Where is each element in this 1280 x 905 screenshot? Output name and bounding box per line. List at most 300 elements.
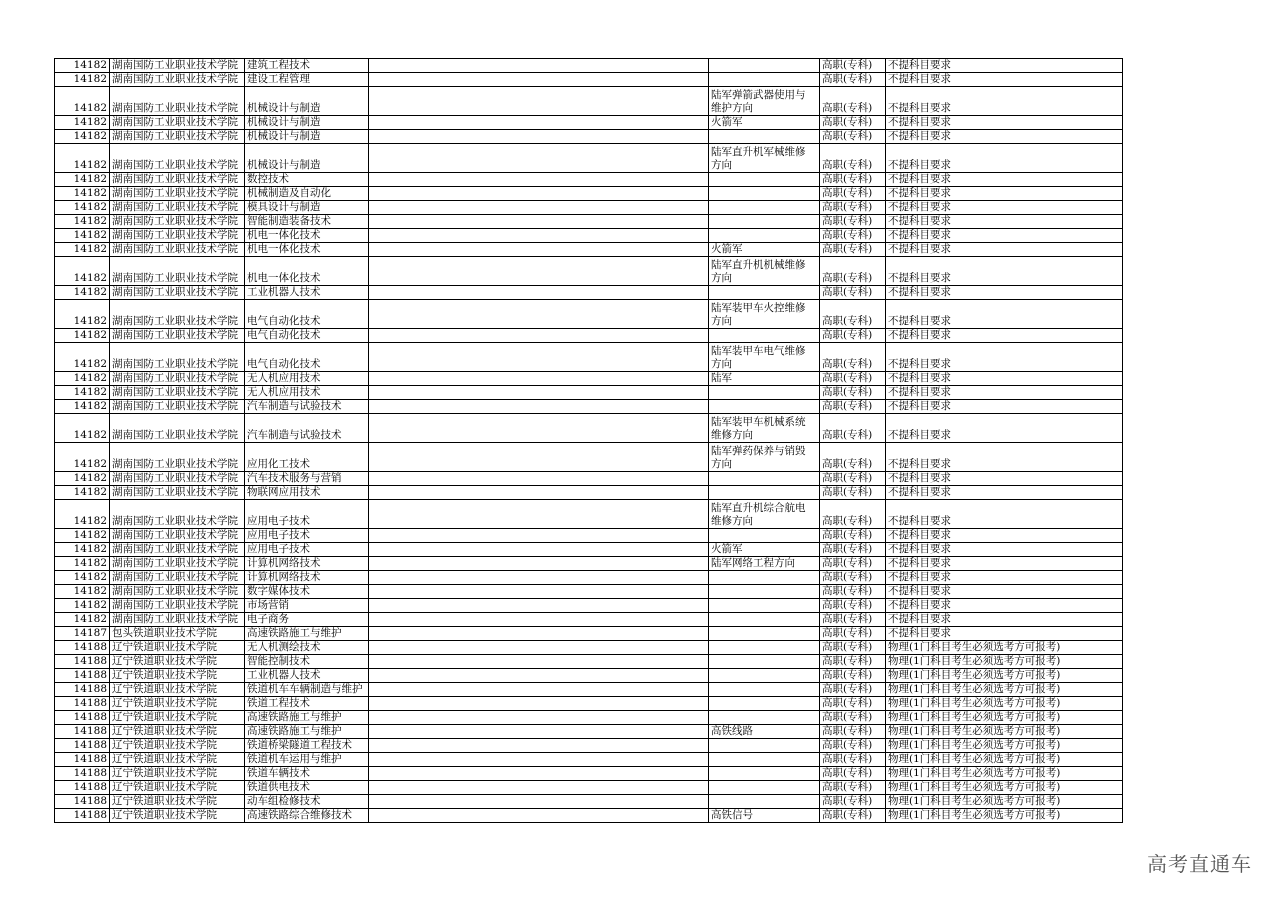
school-code-cell: 14182 [55, 599, 110, 613]
subject-requirement-cell: 不提科目要求 [886, 627, 1123, 641]
school-code-cell: 14188 [55, 767, 110, 781]
subject-requirement-cell: 不提科目要求 [886, 329, 1123, 343]
level-cell: 高职(专科) [820, 400, 886, 414]
school-code-cell: 14188 [55, 669, 110, 683]
major-name-cell: 机械设计与制造 [245, 87, 369, 116]
remark-line: 维修方向 [711, 429, 753, 441]
subject-requirement-cell: 不提科目要求 [886, 130, 1123, 144]
empty-cell [369, 767, 709, 781]
school-code-cell: 14188 [55, 697, 110, 711]
table-row [55, 73, 1123, 87]
school-name-cell: 湖南国防工业职业技术学院 [110, 130, 245, 144]
school-code-cell: 14182 [55, 87, 110, 116]
major-name-cell: 智能制造装备技术 [245, 215, 369, 229]
school-code-cell: 14182 [55, 215, 110, 229]
remark-line: 高铁信号 [711, 809, 753, 821]
level-cell: 高职(专科) [820, 781, 886, 795]
empty-cell [369, 641, 709, 655]
level-cell: 高职(专科) [820, 472, 886, 486]
remark-cell [709, 571, 820, 585]
level-cell: 高职(专科) [820, 73, 886, 87]
table-row [55, 725, 1123, 739]
school-code-cell: 14182 [55, 386, 110, 400]
empty-cell [369, 655, 709, 669]
level-cell: 高职(专科) [820, 557, 886, 571]
major-name-cell: 数控技术 [245, 173, 369, 187]
table-row [55, 739, 1123, 753]
subject-requirement-cell: 不提科目要求 [886, 599, 1123, 613]
empty-cell [369, 809, 709, 823]
school-code-cell: 14182 [55, 300, 110, 329]
empty-cell [369, 201, 709, 215]
subject-requirement-cell: 不提科目要求 [886, 300, 1123, 329]
remark-cell [709, 400, 820, 414]
remark-line: 火箭军 [711, 543, 743, 555]
school-code-cell: 14188 [55, 711, 110, 725]
level-cell: 高职(专科) [820, 627, 886, 641]
level-cell: 高职(专科) [820, 372, 886, 386]
school-code-cell: 14182 [55, 543, 110, 557]
major-name-cell: 高速铁路施工与维护 [245, 725, 369, 739]
empty-cell [369, 343, 709, 372]
subject-requirement-cell: 不提科目要求 [886, 486, 1123, 500]
remark-line: 陆军弹箭武器使用与 [711, 89, 806, 101]
subject-requirement-cell: 不提科目要求 [886, 144, 1123, 173]
empty-cell [369, 571, 709, 585]
school-name-cell: 湖南国防工业职业技术学院 [110, 529, 245, 543]
major-name-cell: 模具设计与制造 [245, 201, 369, 215]
table-row [55, 243, 1123, 257]
empty-cell [369, 795, 709, 809]
school-name-cell: 湖南国防工业职业技术学院 [110, 144, 245, 173]
major-name-cell: 电气自动化技术 [245, 300, 369, 329]
watermark-text: 高考直通车 [1147, 852, 1252, 876]
subject-requirement-cell: 不提科目要求 [886, 116, 1123, 130]
subject-requirement-cell: 物理(1门科目考生必须选考方可报考) [886, 655, 1123, 669]
remark-line: 火箭军 [711, 243, 743, 255]
school-code-cell: 14182 [55, 144, 110, 173]
major-name-cell: 铁道桥梁隧道工程技术 [245, 739, 369, 753]
empty-cell [369, 739, 709, 753]
subject-requirement-cell: 不提科目要求 [886, 59, 1123, 73]
major-name-cell: 数字媒体技术 [245, 585, 369, 599]
school-name-cell: 湖南国防工业职业技术学院 [110, 59, 245, 73]
subject-requirement-cell: 不提科目要求 [886, 571, 1123, 585]
school-name-cell: 湖南国防工业职业技术学院 [110, 613, 245, 627]
major-name-cell: 机电一体化技术 [245, 257, 369, 286]
school-name-cell: 湖南国防工业职业技术学院 [110, 173, 245, 187]
subject-requirement-cell: 不提科目要求 [886, 201, 1123, 215]
table-row [55, 87, 1123, 116]
table-row [55, 529, 1123, 543]
level-cell: 高职(专科) [820, 767, 886, 781]
admission-table [54, 58, 1123, 823]
empty-cell [369, 627, 709, 641]
school-name-cell: 辽宁铁道职业技术学院 [110, 767, 245, 781]
empty-cell [369, 73, 709, 87]
remark-cell [709, 585, 820, 599]
remark-line: 陆军网络工程方向 [711, 557, 795, 569]
remark-line: 陆军装甲车电气维修 [711, 345, 806, 357]
remark-cell [709, 144, 820, 173]
remark-cell [709, 725, 820, 739]
level-cell: 高职(专科) [820, 229, 886, 243]
school-name-cell: 湖南国防工业职业技术学院 [110, 300, 245, 329]
school-name-cell: 辽宁铁道职业技术学院 [110, 781, 245, 795]
empty-cell [369, 144, 709, 173]
level-cell: 高职(专科) [820, 809, 886, 823]
empty-cell [369, 414, 709, 443]
level-cell: 高职(专科) [820, 130, 886, 144]
empty-cell [369, 711, 709, 725]
empty-cell [369, 400, 709, 414]
remark-cell [709, 257, 820, 286]
major-name-cell: 高速铁路施工与维护 [245, 627, 369, 641]
table-row [55, 500, 1123, 529]
subject-requirement-cell: 物理(1门科目考生必须选考方可报考) [886, 725, 1123, 739]
table-row [55, 585, 1123, 599]
major-name-cell: 无人机测绘技术 [245, 641, 369, 655]
major-name-cell: 电气自动化技术 [245, 329, 369, 343]
subject-requirement-cell: 物理(1门科目考生必须选考方可报考) [886, 739, 1123, 753]
remark-line: 陆军直升机机械维修 [711, 259, 806, 271]
school-name-cell: 湖南国防工业职业技术学院 [110, 215, 245, 229]
empty-cell [369, 187, 709, 201]
level-cell: 高职(专科) [820, 599, 886, 613]
major-name-cell: 汽车制造与试验技术 [245, 400, 369, 414]
level-cell: 高职(专科) [820, 613, 886, 627]
major-name-cell: 物联网应用技术 [245, 486, 369, 500]
subject-requirement-cell: 物理(1门科目考生必须选考方可报考) [886, 683, 1123, 697]
table-row [55, 257, 1123, 286]
level-cell: 高职(专科) [820, 329, 886, 343]
school-code-cell: 14188 [55, 795, 110, 809]
empty-cell [369, 300, 709, 329]
level-cell: 高职(专科) [820, 795, 886, 809]
table-row [55, 414, 1123, 443]
level-cell: 高职(专科) [820, 669, 886, 683]
major-name-cell: 机电一体化技术 [245, 229, 369, 243]
table-body [55, 59, 1123, 823]
subject-requirement-cell: 不提科目要求 [886, 585, 1123, 599]
table-row [55, 130, 1123, 144]
table-row [55, 543, 1123, 557]
school-name-cell: 辽宁铁道职业技术学院 [110, 683, 245, 697]
empty-cell [369, 753, 709, 767]
empty-cell [369, 500, 709, 529]
remark-cell [709, 229, 820, 243]
level-cell: 高职(专科) [820, 187, 886, 201]
table-row [55, 386, 1123, 400]
major-name-cell: 铁道车辆技术 [245, 767, 369, 781]
empty-cell [369, 585, 709, 599]
level-cell: 高职(专科) [820, 215, 886, 229]
school-name-cell: 湖南国防工业职业技术学院 [110, 73, 245, 87]
school-name-cell: 湖南国防工业职业技术学院 [110, 286, 245, 300]
remark-cell [709, 372, 820, 386]
remark-cell [709, 130, 820, 144]
major-name-cell: 铁道机车运用与维护 [245, 753, 369, 767]
table-row [55, 486, 1123, 500]
major-name-cell: 汽车制造与试验技术 [245, 414, 369, 443]
level-cell: 高职(专科) [820, 343, 886, 372]
table-row [55, 767, 1123, 781]
school-name-cell: 湖南国防工业职业技术学院 [110, 557, 245, 571]
empty-cell [369, 215, 709, 229]
school-code-cell: 14182 [55, 343, 110, 372]
remark-cell [709, 543, 820, 557]
remark-cell [709, 529, 820, 543]
remark-cell [709, 627, 820, 641]
table-row [55, 300, 1123, 329]
subject-requirement-cell: 不提科目要求 [886, 286, 1123, 300]
level-cell: 高职(专科) [820, 116, 886, 130]
empty-cell [369, 613, 709, 627]
school-code-cell: 14182 [55, 257, 110, 286]
remark-cell [709, 767, 820, 781]
remark-cell [709, 683, 820, 697]
school-name-cell: 辽宁铁道职业技术学院 [110, 697, 245, 711]
school-name-cell: 湖南国防工业职业技术学院 [110, 229, 245, 243]
table-row [55, 59, 1123, 73]
subject-requirement-cell: 物理(1门科目考生必须选考方可报考) [886, 711, 1123, 725]
major-name-cell: 铁道工程技术 [245, 697, 369, 711]
level-cell: 高职(专科) [820, 286, 886, 300]
school-code-cell: 14188 [55, 739, 110, 753]
empty-cell [369, 386, 709, 400]
school-code-cell: 14182 [55, 130, 110, 144]
level-cell: 高职(专科) [820, 300, 886, 329]
table-row [55, 215, 1123, 229]
empty-cell [369, 697, 709, 711]
remark-line: 陆军直升机军械维修 [711, 146, 806, 158]
table-row [55, 627, 1123, 641]
empty-cell [369, 781, 709, 795]
school-code-cell: 14182 [55, 73, 110, 87]
table-row [55, 443, 1123, 472]
empty-cell [369, 87, 709, 116]
level-cell: 高职(专科) [820, 543, 886, 557]
level-cell: 高职(专科) [820, 725, 886, 739]
school-name-cell: 湖南国防工业职业技术学院 [110, 343, 245, 372]
major-name-cell: 铁道供电技术 [245, 781, 369, 795]
school-code-cell: 14182 [55, 229, 110, 243]
school-name-cell: 辽宁铁道职业技术学院 [110, 669, 245, 683]
remark-cell [709, 116, 820, 130]
table-row [55, 286, 1123, 300]
school-code-cell: 14182 [55, 59, 110, 73]
school-code-cell: 14182 [55, 201, 110, 215]
remark-cell [709, 739, 820, 753]
empty-cell [369, 443, 709, 472]
remark-cell [709, 599, 820, 613]
school-name-cell: 湖南国防工业职业技术学院 [110, 116, 245, 130]
subject-requirement-cell: 不提科目要求 [886, 87, 1123, 116]
subject-requirement-cell: 物理(1门科目考生必须选考方可报考) [886, 781, 1123, 795]
level-cell: 高职(专科) [820, 144, 886, 173]
subject-requirement-cell: 物理(1门科目考生必须选考方可报考) [886, 697, 1123, 711]
school-code-cell: 14182 [55, 372, 110, 386]
subject-requirement-cell: 物理(1门科目考生必须选考方可报考) [886, 669, 1123, 683]
school-name-cell: 湖南国防工业职业技术学院 [110, 599, 245, 613]
school-name-cell: 湖南国防工业职业技术学院 [110, 87, 245, 116]
empty-cell [369, 669, 709, 683]
empty-cell [369, 257, 709, 286]
school-code-cell: 14187 [55, 627, 110, 641]
table-row [55, 711, 1123, 725]
school-code-cell: 14188 [55, 781, 110, 795]
major-name-cell: 机械设计与制造 [245, 116, 369, 130]
table-row [55, 669, 1123, 683]
subject-requirement-cell: 不提科目要求 [886, 173, 1123, 187]
major-name-cell: 机械设计与制造 [245, 144, 369, 173]
school-code-cell: 14182 [55, 414, 110, 443]
major-name-cell: 高速铁路综合维修技术 [245, 809, 369, 823]
remark-cell [709, 500, 820, 529]
remark-cell [709, 59, 820, 73]
remark-line: 陆军直升机综合航电 [711, 502, 806, 514]
remark-cell [709, 641, 820, 655]
school-code-cell: 14182 [55, 329, 110, 343]
remark-cell [709, 173, 820, 187]
school-name-cell: 湖南国防工业职业技术学院 [110, 543, 245, 557]
school-code-cell: 14182 [55, 472, 110, 486]
empty-cell [369, 173, 709, 187]
school-code-cell: 14182 [55, 443, 110, 472]
school-name-cell: 辽宁铁道职业技术学院 [110, 739, 245, 753]
table-row [55, 343, 1123, 372]
subject-requirement-cell: 不提科目要求 [886, 613, 1123, 627]
level-cell: 高职(专科) [820, 711, 886, 725]
table-row [55, 116, 1123, 130]
remark-line: 高铁线路 [711, 725, 753, 737]
empty-cell [369, 599, 709, 613]
school-code-cell: 14188 [55, 683, 110, 697]
subject-requirement-cell: 物理(1门科目考生必须选考方可报考) [886, 767, 1123, 781]
school-name-cell: 湖南国防工业职业技术学院 [110, 443, 245, 472]
major-name-cell: 应用电子技术 [245, 543, 369, 557]
school-name-cell: 湖南国防工业职业技术学院 [110, 500, 245, 529]
subject-requirement-cell: 不提科目要求 [886, 443, 1123, 472]
table-row [55, 599, 1123, 613]
remark-cell [709, 443, 820, 472]
school-name-cell: 湖南国防工业职业技术学院 [110, 372, 245, 386]
subject-requirement-cell: 不提科目要求 [886, 73, 1123, 87]
level-cell: 高职(专科) [820, 173, 886, 187]
school-code-cell: 14182 [55, 243, 110, 257]
remark-cell [709, 809, 820, 823]
school-name-cell: 辽宁铁道职业技术学院 [110, 809, 245, 823]
subject-requirement-cell: 不提科目要求 [886, 215, 1123, 229]
empty-cell [369, 243, 709, 257]
table-row [55, 655, 1123, 669]
subject-requirement-cell: 物理(1门科目考生必须选考方可报考) [886, 809, 1123, 823]
remark-line: 方向 [711, 358, 732, 370]
subject-requirement-cell: 物理(1门科目考生必须选考方可报考) [886, 753, 1123, 767]
table-row [55, 400, 1123, 414]
major-name-cell: 机电一体化技术 [245, 243, 369, 257]
remark-line: 方向 [711, 272, 732, 284]
major-name-cell: 计算机网络技术 [245, 557, 369, 571]
school-code-cell: 14188 [55, 725, 110, 739]
school-name-cell: 包头铁道职业技术学院 [110, 627, 245, 641]
major-name-cell: 应用电子技术 [245, 500, 369, 529]
level-cell: 高职(专科) [820, 386, 886, 400]
subject-requirement-cell: 不提科目要求 [886, 372, 1123, 386]
table-row [55, 472, 1123, 486]
empty-cell [369, 286, 709, 300]
table-row [55, 229, 1123, 243]
major-name-cell: 电子商务 [245, 613, 369, 627]
level-cell: 高职(专科) [820, 414, 886, 443]
school-name-cell: 辽宁铁道职业技术学院 [110, 725, 245, 739]
school-name-cell: 湖南国防工业职业技术学院 [110, 201, 245, 215]
level-cell: 高职(专科) [820, 486, 886, 500]
empty-cell [369, 486, 709, 500]
school-code-cell: 14182 [55, 500, 110, 529]
level-cell: 高职(专科) [820, 683, 886, 697]
major-name-cell: 机械制造及自动化 [245, 187, 369, 201]
table-row [55, 571, 1123, 585]
empty-cell [369, 725, 709, 739]
remark-line: 陆军装甲车火控维修 [711, 302, 806, 314]
table-row [55, 173, 1123, 187]
level-cell: 高职(专科) [820, 87, 886, 116]
table-row [55, 201, 1123, 215]
level-cell: 高职(专科) [820, 655, 886, 669]
subject-requirement-cell: 不提科目要求 [886, 243, 1123, 257]
level-cell: 高职(专科) [820, 201, 886, 215]
empty-cell [369, 529, 709, 543]
school-code-cell: 14182 [55, 585, 110, 599]
remark-cell [709, 753, 820, 767]
remark-line: 陆军 [711, 372, 732, 384]
remark-cell [709, 472, 820, 486]
remark-cell [709, 300, 820, 329]
major-name-cell: 建筑工程技术 [245, 59, 369, 73]
subject-requirement-cell: 物理(1门科目考生必须选考方可报考) [886, 795, 1123, 809]
empty-cell [369, 130, 709, 144]
table-row [55, 753, 1123, 767]
level-cell: 高职(专科) [820, 641, 886, 655]
remark-cell [709, 87, 820, 116]
table-row [55, 372, 1123, 386]
school-name-cell: 辽宁铁道职业技术学院 [110, 641, 245, 655]
table-row [55, 795, 1123, 809]
subject-requirement-cell: 不提科目要求 [886, 343, 1123, 372]
level-cell: 高职(专科) [820, 257, 886, 286]
school-code-cell: 14182 [55, 173, 110, 187]
major-name-cell: 电气自动化技术 [245, 343, 369, 372]
subject-requirement-cell: 不提科目要求 [886, 557, 1123, 571]
school-code-cell: 14188 [55, 655, 110, 669]
empty-cell [369, 472, 709, 486]
school-code-cell: 14182 [55, 286, 110, 300]
school-name-cell: 湖南国防工业职业技术学院 [110, 243, 245, 257]
remark-cell [709, 343, 820, 372]
subject-requirement-cell: 不提科目要求 [886, 386, 1123, 400]
level-cell: 高职(专科) [820, 443, 886, 472]
remark-cell [709, 386, 820, 400]
empty-cell [369, 557, 709, 571]
remark-cell [709, 73, 820, 87]
level-cell: 高职(专科) [820, 697, 886, 711]
level-cell: 高职(专科) [820, 753, 886, 767]
remark-cell [709, 795, 820, 809]
school-code-cell: 14182 [55, 400, 110, 414]
empty-cell [369, 229, 709, 243]
table-row [55, 697, 1123, 711]
